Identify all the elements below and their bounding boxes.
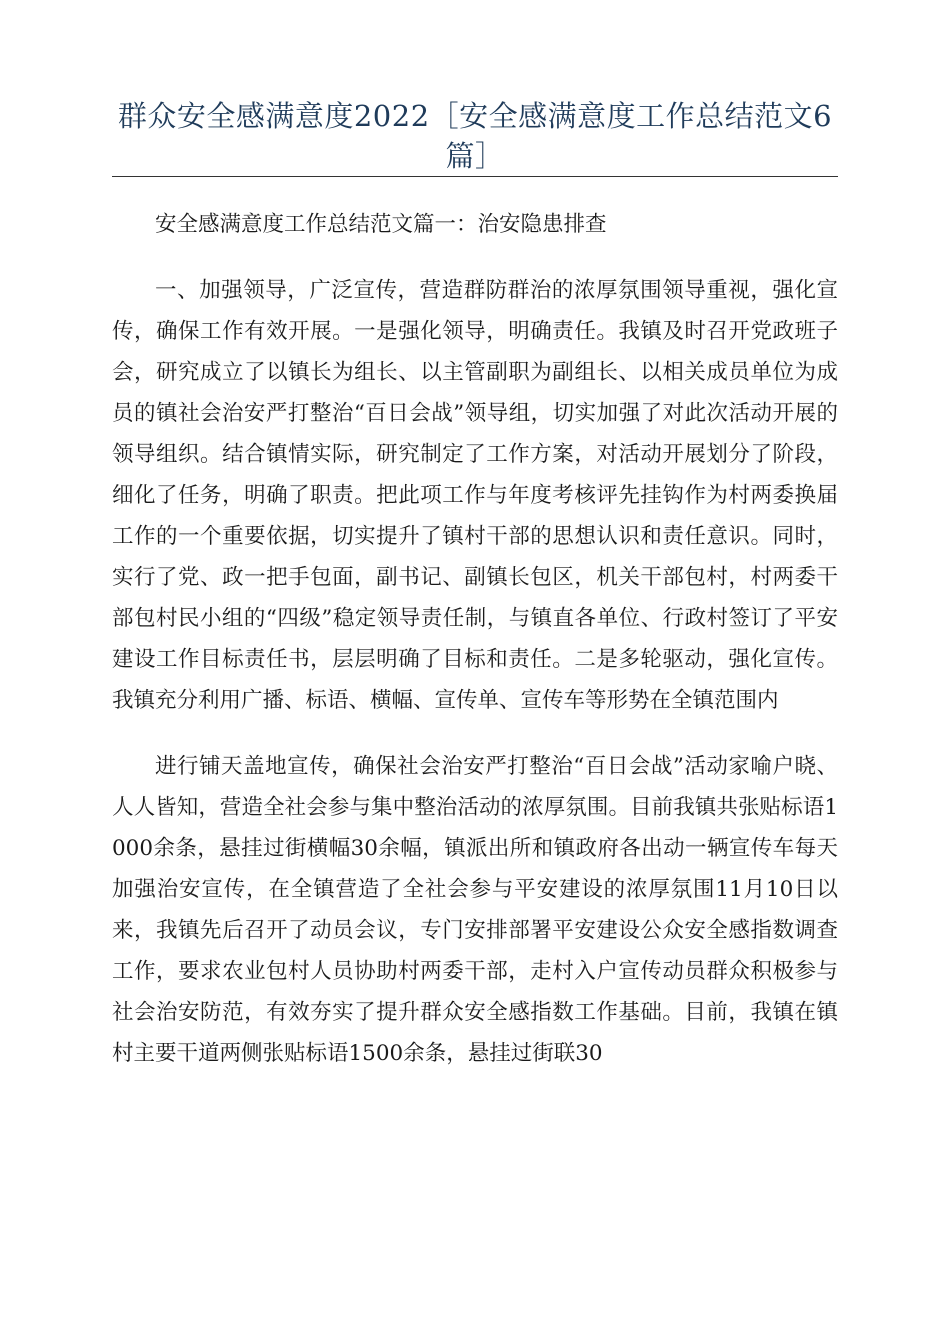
document-title: 群众安全感满意度2022［安全感满意度工作总结范文6篇］ bbox=[117, 99, 833, 173]
body-paragraph: 一、加强领导，广泛宣传，营造群防群治的浓厚氛围领导重视，强化宣传，确保工作有效开展。一是强化领导，明确责任。我镇及时召开党政班子会，研究成立了以镇长为组长、以主管副职为副组长、以相关成员单位为成员的镇社会治安严打整治“百日会战”领导组，切实加强了对此次活动开展的领导组织。结合镇情实际，研究制定了工作方案，对活动开展划分了阶段，细化了任务，明确了职责。把此项工作与年度考核评先挂钩作为村两委换届工作的一个重要依据，切实提升了镇村干部的思想认识和责任意识。同时，实行了党、政一把手包面，副书记、副镇长包区，机关干部包村，村两委干部包村民小组的“四级”稳定领导责任制，与镇直各单位、行政村签订了平安建设工作目标责任书，层层明确了目标和责任。二是多轮驱动，强化宣传。我镇充分利用广播、标语、横幅、宣传单、宣传车等形势在全镇范围内 bbox=[112, 278, 838, 713]
document-body bbox=[112, 204, 838, 1099]
title-divider bbox=[112, 176, 838, 177]
section-heading: 安全感满意度工作总结范文篇一：治安隐患排查 bbox=[155, 212, 607, 237]
body-paragraph: 进行铺天盖地宣传，确保社会治安严打整治“百日会战”活动家喻户晓、人人皆知，营造全社会参与集中整治活动的浓厚氛围。目前我镇共张贴标语1000余条，悬挂过街横幅30余幅，镇派出所和镇政府各出动一辆宣传车每天加强治安宣传，在全镇营造了全社会参与平安建设的浓厚氛围11月10日以来，我镇先后召开了动员会议，专门安排部署平安建设公众安全感指数调查工作，要求农业包村人员协助村两委干部，走村入户宣传动员群众积极参与社会治安防范，有效夯实了提升群众安全感指数工作基础。目前，我镇在镇村主要干道两侧张贴标语1500余条，悬挂过街联30 bbox=[112, 754, 838, 1066]
